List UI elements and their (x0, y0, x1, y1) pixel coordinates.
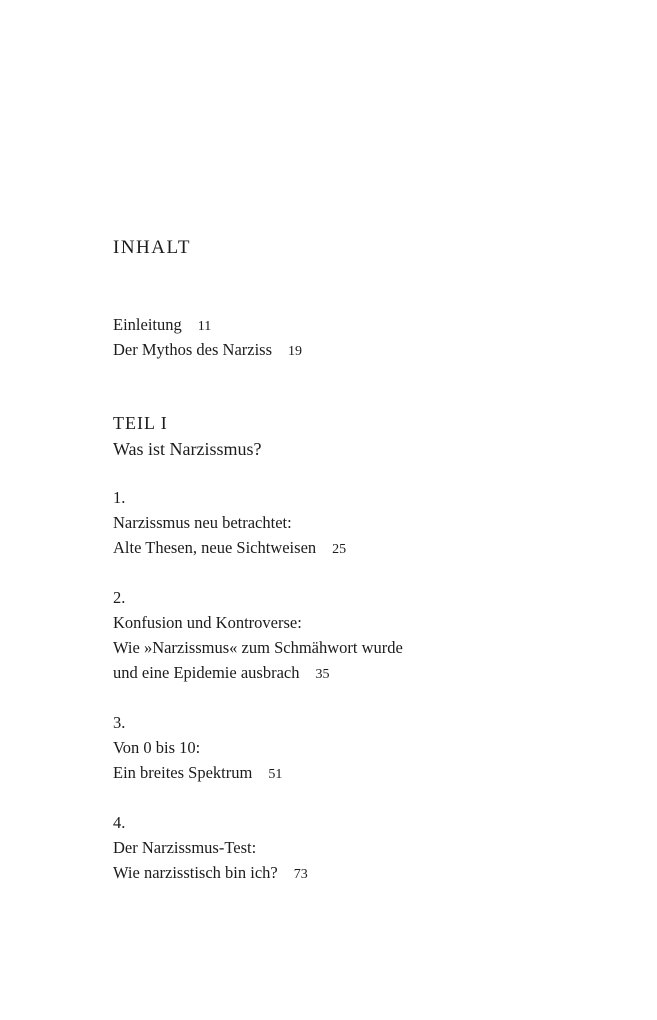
part-title: Was ist Narzissmus? (113, 439, 262, 459)
chapter-entry (113, 710, 282, 785)
part-label: TEIL I (113, 413, 168, 433)
chapter-entry (113, 485, 346, 560)
chapter-title-line: Narzissmus neu betrachtet: (113, 513, 292, 532)
chapter-page: 73 (293, 867, 308, 882)
chapter-number: 1. (113, 488, 126, 507)
chapter-entry (113, 585, 403, 685)
chapter-page: 51 (268, 767, 283, 782)
chapter-title-line-last (113, 660, 403, 685)
chapter-page: 25 (332, 542, 347, 557)
part-heading (113, 410, 262, 462)
chapter-page: 35 (315, 667, 330, 682)
chapter-title-text: Alte Thesen, neue Sichtweisen (113, 538, 317, 557)
entry-title: Einleitung (113, 315, 182, 334)
chapter-title-text: und eine Epidemie ausbrach (113, 663, 300, 682)
chapter-title-line-last (113, 760, 282, 785)
entry-page: 19 (288, 344, 303, 359)
front-matter-list (113, 312, 302, 362)
chapter-number: 2. (113, 588, 126, 607)
chapter-title-line-last (113, 535, 346, 560)
chapter-number: 4. (113, 813, 126, 832)
entry-title: Der Mythos des Narziss (113, 340, 273, 359)
toc-entry (113, 312, 302, 337)
toc-entry (113, 337, 302, 362)
chapter-title-line: Der Narzissmus-Test: (113, 838, 257, 857)
toc-heading: INHALT (113, 237, 191, 258)
chapter-entry (113, 810, 308, 885)
chapter-number: 3. (113, 713, 126, 732)
chapter-title-text: Wie narzisstisch bin ich? (113, 863, 278, 882)
chapter-title-line: Konfusion und Kontroverse: (113, 613, 302, 632)
chapter-title-text: Ein breites Spektrum (113, 763, 253, 782)
chapter-title-line-last (113, 860, 308, 885)
toc-page (113, 0, 633, 1020)
chapter-title-line: Wie »Narzissmus« zum Schmähwort wurde (113, 638, 403, 657)
entry-page: 11 (197, 319, 212, 334)
chapter-title-line: Von 0 bis 10: (113, 738, 201, 757)
